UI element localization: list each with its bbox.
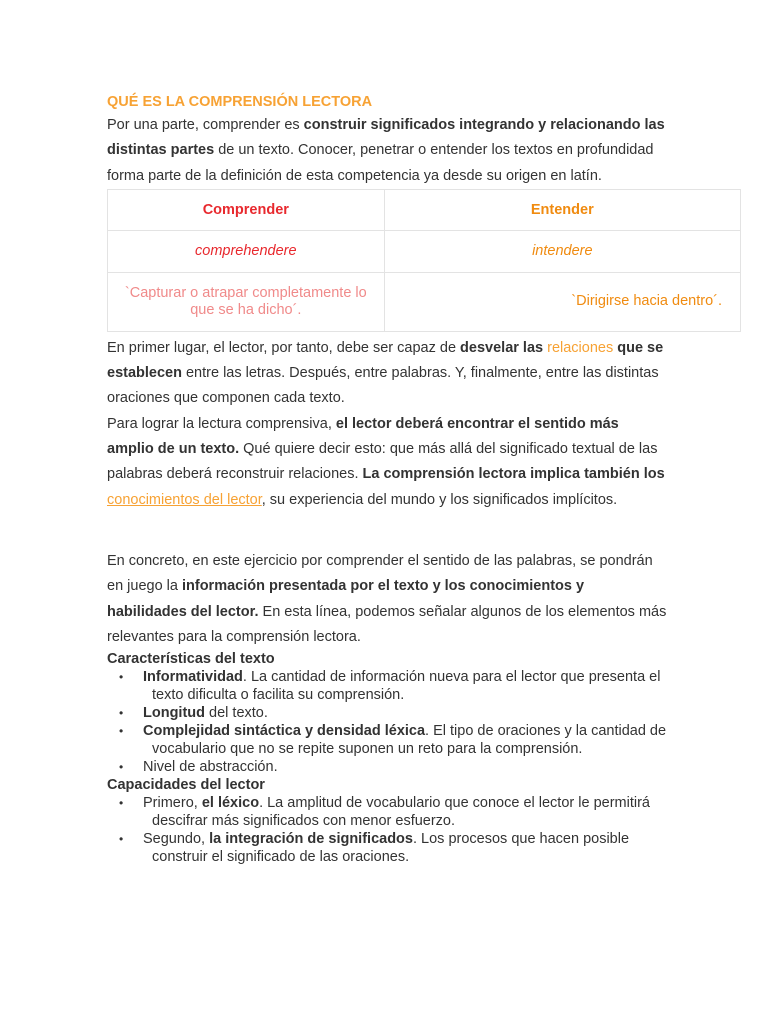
item-prefix: Segundo, [143, 831, 210, 848]
item-text: del texto. [205, 705, 268, 722]
item-bold: Longitud [143, 705, 206, 722]
paragraph-relations [107, 336, 667, 412]
p3-bold: el lector deberá encontrar el sentido más amplio de un texto. [107, 415, 619, 458]
intro-bold: construir significados integrando y relacionando las distintas partes [107, 117, 665, 159]
table-row-meaning [108, 272, 741, 331]
item-text: . La amplitud de vocabulario que conoce el lector le permitirá descifrar más significados con menor esfuerzo. [152, 795, 650, 830]
item-bold: Complejidad sintáctica y densidad léxica [143, 723, 426, 740]
list-item: • Complejidad sintáctica y densidad léxica. El tipo de oraciones y la cantidad de vocabulario que no se repite suponen un reto para la comprensión. [119, 723, 667, 758]
relaciones-highlight: relaciones [547, 339, 614, 356]
spacer [107, 513, 667, 549]
reader-capabilities-list [107, 794, 667, 866]
paragraph-comprehensive [107, 412, 667, 513]
conocimientos-link[interactable]: conocimientos del lector [107, 491, 262, 508]
item-text: . Los procesos que hacen posible construir el significado de las oraciones. [152, 831, 630, 866]
item-prefix: Primero, [143, 795, 202, 812]
list-item: • Longitud del texto. [119, 705, 268, 722]
text-characteristics-list [107, 668, 667, 776]
table-row-latin [108, 230, 741, 272]
intro-paragraph [107, 113, 667, 189]
p4-text-end: En esta línea, podemos señalar algunos de los elementos más relevantes para la comprensión lectora. [107, 603, 667, 645]
intro-text: Por una parte, comprender es [107, 117, 304, 133]
p3-text-end: , su experiencia del mundo y los significados implícitos. [261, 491, 618, 508]
item-text: Nivel de abstracción. [143, 759, 278, 776]
p2-text: En primer lugar, el lector, por tanto, debe ser capaz de [107, 339, 461, 356]
item-bold: el léxico [201, 795, 260, 812]
list-item: • Nivel de abstracción. [119, 759, 278, 776]
list-item: • Primero, el léxico. La amplitud de vocabulario que conoce el lector le permitirá descifrar más significados con menor esfuerzo. [119, 795, 650, 830]
latin-intendere: intendere [384, 230, 740, 272]
meaning-entender: `Dirigirse hacia dentro´. [384, 272, 740, 331]
item-bold: Informatividad [143, 669, 243, 686]
list-item: • Segundo, la integración de significados. Los procesos que hacen posible construir el significado de las oraciones. [119, 831, 630, 866]
item-bold: la integración de significados [209, 831, 413, 848]
list-item: • Informatividad. La cantidad de información nueva para el lector que presenta el texto dificulta o facilita su comprensión. [119, 669, 661, 704]
p3-text-2: Qué quiere decir esto: que más allá del significado textual de las palabras deberá reconstruir relaciones. [107, 441, 658, 483]
p2-text-end: entre las letras. Después, entre palabras. Y, finalmente, entre las distintas oraciones que componen cada texto. [107, 365, 659, 407]
meaning-comprender: `Capturar o atrapar completamente lo que se ha dicho´. [108, 272, 385, 331]
p2-bold: desvelar las [460, 339, 548, 356]
header-entender: Entender [384, 189, 740, 230]
p3-text: Para lograr la lectura comprensiva, [107, 415, 336, 432]
intro-text-end: de un texto. Conocer, penetrar o entender los textos en profundidad forma parte de la definición de esta competencia ya desde su origen en latín. [107, 142, 654, 184]
section-heading-reader: Capacidades del lector [107, 777, 265, 794]
paragraph-concrete [107, 549, 667, 650]
table-header-row [108, 189, 741, 230]
p2-bold-2: que se establecen [107, 339, 664, 382]
section-heading-text: Características del texto [107, 651, 275, 668]
header-comprender: Comprender [108, 189, 385, 230]
p4-text: En concreto, en este ejercicio por comprender el sentido de las palabras, se pondrán en juego la [107, 552, 653, 595]
item-text: . El tipo de oraciones y la cantidad de vocabulario que no se repite suponen un reto para la comprensión. [152, 723, 667, 758]
latin-comprehendere: comprehendere [108, 230, 385, 272]
comparison-table [107, 189, 741, 332]
p3-bold-2: La comprensión lectora implica también los [362, 466, 665, 483]
p4-bold: información presentada por el texto y los conocimientos y habilidades del lector. [107, 578, 585, 620]
page-title: QUÉ ES LA COMPRENSIÓN LECTORA [107, 94, 373, 110]
item-text: . La cantidad de información nueva para el lector que presenta el texto dificulta o facilita su comprensión. [152, 669, 661, 704]
article-body [107, 91, 722, 866]
